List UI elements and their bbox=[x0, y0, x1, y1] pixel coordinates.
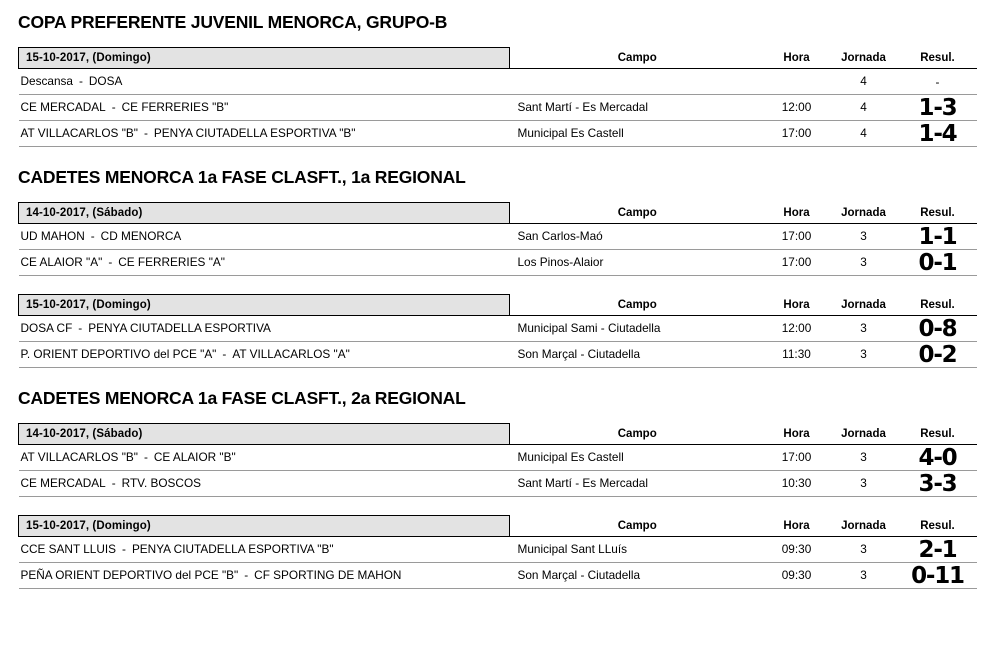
column-header-hora: Hora bbox=[765, 48, 829, 69]
column-header-resul: Resul. bbox=[899, 424, 977, 445]
home-team: P. ORIENT DEPORTIVO del PCE "A" bbox=[20, 347, 217, 361]
matchday: 4 bbox=[829, 95, 899, 121]
versus-separator: - bbox=[111, 100, 116, 114]
result-score: 4-0 bbox=[899, 445, 977, 471]
fixture-block bbox=[0, 294, 1000, 368]
versus-separator: - bbox=[143, 126, 148, 140]
home-team: UD MAHON bbox=[20, 229, 85, 243]
venue: Municipal Sant LLuís bbox=[510, 537, 765, 563]
home-team: DOSA CF bbox=[20, 321, 73, 335]
table-row bbox=[19, 95, 977, 121]
date-header: 14-10-2017, (Sábado) bbox=[19, 203, 510, 224]
column-header-campo: Campo bbox=[510, 203, 765, 224]
date-header: 15-10-2017, (Domingo) bbox=[19, 295, 510, 316]
match-teams bbox=[19, 316, 510, 342]
result-score: 0-2 bbox=[899, 342, 977, 368]
away-team: PENYA CIUTADELLA ESPORTIVA "B" bbox=[153, 126, 356, 140]
column-header-jornada: Jornada bbox=[829, 516, 899, 537]
kickoff-time: 12:00 bbox=[765, 316, 829, 342]
column-header-campo: Campo bbox=[510, 48, 765, 69]
matchday: 3 bbox=[829, 250, 899, 276]
fixture-block bbox=[0, 47, 1000, 147]
sections-container bbox=[0, 12, 1000, 589]
versus-separator: - bbox=[78, 74, 83, 88]
column-header-jornada: Jornada bbox=[829, 48, 899, 69]
fixture-block bbox=[0, 202, 1000, 276]
result-score: 1-4 bbox=[899, 121, 977, 147]
column-header-resul: Resul. bbox=[899, 295, 977, 316]
kickoff-time: 09:30 bbox=[765, 563, 829, 589]
table-header-row bbox=[19, 424, 977, 445]
kickoff-time: 12:00 bbox=[765, 95, 829, 121]
kickoff-time: 17:00 bbox=[765, 121, 829, 147]
date-header: 14-10-2017, (Sábado) bbox=[19, 424, 510, 445]
fixture-table bbox=[18, 423, 977, 497]
venue: Municipal Es Castell bbox=[510, 121, 765, 147]
away-team: CE FERRERIES "B" bbox=[121, 100, 229, 114]
matchday: 3 bbox=[829, 471, 899, 497]
table-row bbox=[19, 224, 977, 250]
home-team: Descansa bbox=[20, 74, 73, 88]
venue: Los Pinos-Alaior bbox=[510, 250, 765, 276]
matchday: 4 bbox=[829, 69, 899, 95]
table-header-row bbox=[19, 48, 977, 69]
match-teams bbox=[19, 445, 510, 471]
venue bbox=[510, 69, 765, 95]
match-teams bbox=[19, 69, 510, 95]
kickoff-time: 17:00 bbox=[765, 224, 829, 250]
column-header-hora: Hora bbox=[765, 203, 829, 224]
matchday: 3 bbox=[829, 563, 899, 589]
matchday: 3 bbox=[829, 316, 899, 342]
versus-separator: - bbox=[111, 476, 116, 490]
kickoff-time bbox=[765, 69, 829, 95]
column-header-resul: Resul. bbox=[899, 203, 977, 224]
venue: San Carlos-Maó bbox=[510, 224, 765, 250]
venue: Municipal Sami - Ciutadella bbox=[510, 316, 765, 342]
column-header-jornada: Jornada bbox=[829, 203, 899, 224]
kickoff-time: 11:30 bbox=[765, 342, 829, 368]
column-header-hora: Hora bbox=[765, 424, 829, 445]
table-row bbox=[19, 342, 977, 368]
result-score: 0-1 bbox=[899, 250, 977, 276]
versus-separator: - bbox=[222, 347, 227, 361]
fixture-block bbox=[0, 515, 1000, 589]
competition-title: CADETES MENORCA 1a FASE CLASFT., 2a REGIONAL bbox=[18, 388, 466, 408]
venue: Son Marçal - Ciutadella bbox=[510, 342, 765, 368]
versus-separator: - bbox=[108, 255, 113, 269]
match-teams bbox=[19, 471, 510, 497]
column-header-campo: Campo bbox=[510, 424, 765, 445]
matchday: 3 bbox=[829, 445, 899, 471]
result-score: 2-1 bbox=[899, 537, 977, 563]
fixture-table bbox=[18, 294, 977, 368]
competition-title: CADETES MENORCA 1a FASE CLASFT., 1a REGIONAL bbox=[18, 167, 466, 187]
match-teams bbox=[19, 250, 510, 276]
venue: Son Marçal - Ciutadella bbox=[510, 563, 765, 589]
table-row bbox=[19, 250, 977, 276]
home-team: PEÑA ORIENT DEPORTIVO del PCE "B" bbox=[20, 568, 239, 582]
result-score: 1-3 bbox=[899, 95, 977, 121]
home-team: AT VILLACARLOS "B" bbox=[20, 450, 138, 464]
table-row bbox=[19, 121, 977, 147]
table-header-row bbox=[19, 516, 977, 537]
match-teams bbox=[19, 224, 510, 250]
column-header-jornada: Jornada bbox=[829, 295, 899, 316]
versus-separator: - bbox=[122, 542, 126, 556]
result-score: - bbox=[899, 69, 977, 95]
competition-title: COPA PREFERENTE JUVENIL MENORCA, GRUPO-B bbox=[18, 12, 448, 32]
fixture-block bbox=[0, 423, 1000, 497]
versus-separator: - bbox=[90, 229, 95, 243]
table-header-row bbox=[19, 203, 977, 224]
column-header-campo: Campo bbox=[510, 516, 765, 537]
home-team: CE MERCADAL bbox=[20, 476, 106, 490]
column-header-hora: Hora bbox=[765, 516, 829, 537]
versus-separator: - bbox=[143, 450, 148, 464]
fixture-table bbox=[18, 202, 977, 276]
table-row bbox=[19, 471, 977, 497]
match-teams bbox=[19, 121, 510, 147]
date-header: 15-10-2017, (Domingo) bbox=[19, 48, 510, 69]
away-team: RTV. BOSCOS bbox=[121, 476, 201, 490]
versus-separator: - bbox=[78, 321, 83, 335]
kickoff-time: 09:30 bbox=[765, 537, 829, 563]
away-team: AT VILLACARLOS "A" bbox=[232, 347, 350, 361]
column-header-jornada: Jornada bbox=[829, 424, 899, 445]
away-team: DOSA bbox=[88, 74, 123, 88]
table-row bbox=[19, 69, 977, 95]
table-header-row bbox=[19, 295, 977, 316]
kickoff-time: 10:30 bbox=[765, 471, 829, 497]
fixture-table bbox=[18, 47, 977, 147]
matchday: 4 bbox=[829, 121, 899, 147]
column-header-campo: Campo bbox=[510, 295, 765, 316]
result-score: 3-3 bbox=[899, 471, 977, 497]
table-row bbox=[19, 563, 977, 589]
away-team: CE ALAIOR "B" bbox=[153, 450, 236, 464]
result-score: 0-8 bbox=[899, 316, 977, 342]
home-team: CE ALAIOR "A" bbox=[20, 255, 103, 269]
date-header: 15-10-2017, (Domingo) bbox=[19, 516, 510, 537]
home-team: AT VILLACARLOS "B" bbox=[20, 126, 138, 140]
fixtures-page bbox=[0, 12, 1000, 650]
table-row bbox=[19, 537, 977, 563]
kickoff-time: 17:00 bbox=[765, 250, 829, 276]
table-row bbox=[19, 316, 977, 342]
home-team: CCE SANT LLUIS bbox=[20, 542, 116, 556]
home-team: CE MERCADAL bbox=[20, 100, 106, 114]
versus-separator: - bbox=[244, 568, 249, 582]
column-header-hora: Hora bbox=[765, 295, 829, 316]
result-score: 1-1 bbox=[899, 224, 977, 250]
fixture-table bbox=[18, 515, 977, 589]
match-teams bbox=[19, 95, 510, 121]
venue: Sant Martí - Es Mercadal bbox=[510, 471, 765, 497]
matchday: 3 bbox=[829, 224, 899, 250]
kickoff-time: 17:00 bbox=[765, 445, 829, 471]
match-teams bbox=[19, 537, 510, 563]
matchday: 3 bbox=[829, 537, 899, 563]
away-team: CD MENORCA bbox=[100, 229, 182, 243]
away-team: PENYA CIUTADELLA ESPORTIVA "B" bbox=[131, 542, 334, 556]
away-team: PENYA CIUTADELLA ESPORTIVA bbox=[88, 321, 271, 335]
match-teams bbox=[19, 563, 510, 589]
match-teams bbox=[19, 342, 510, 368]
away-team: CF SPORTING DE MAHON bbox=[254, 568, 402, 582]
column-header-resul: Resul. bbox=[899, 516, 977, 537]
venue: Municipal Es Castell bbox=[510, 445, 765, 471]
result-score: 0-11 bbox=[899, 563, 977, 589]
venue: Sant Martí - Es Mercadal bbox=[510, 95, 765, 121]
table-row bbox=[19, 445, 977, 471]
matchday: 3 bbox=[829, 342, 899, 368]
column-header-resul: Resul. bbox=[899, 48, 977, 69]
away-team: CE FERRERIES "A" bbox=[118, 255, 225, 269]
